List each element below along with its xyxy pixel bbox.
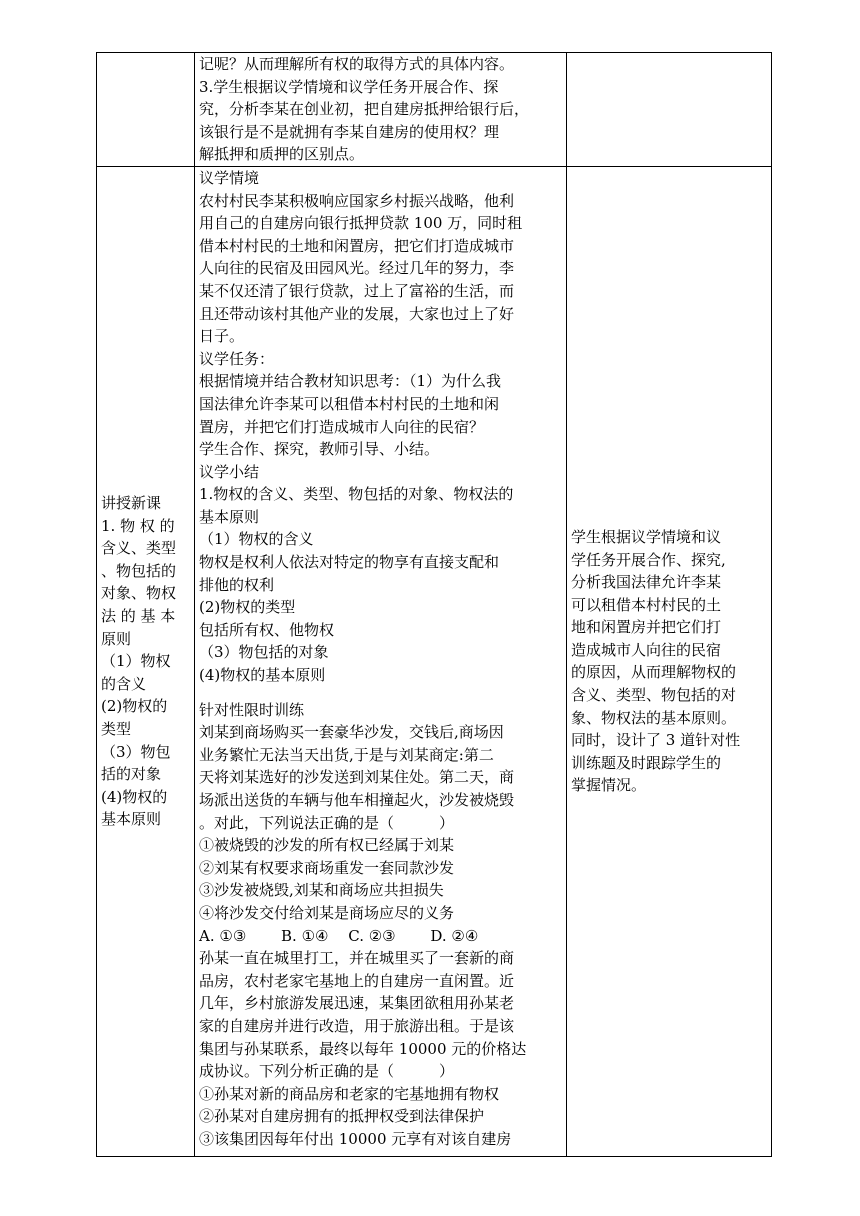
text-line: 家的自建房并进行改造，用于旅游出租。于是该 xyxy=(199,1016,515,1035)
text-line: 解抵押和质押的区别点。 xyxy=(199,145,365,164)
text-line: ③该集团因每年付出 10000 元享有对该自建房 xyxy=(199,1129,512,1148)
text-line: 基本原则 xyxy=(199,507,260,526)
text-line: 场派出送货的车辆与他车相撞起火，沙发被烧毁 xyxy=(199,791,515,809)
text-line: 孙某一直在城里打工，并在城里买了一套新的商 xyxy=(199,949,515,968)
paragraph-gap xyxy=(199,687,562,699)
text-line: 分析我国法律允许李某 xyxy=(571,573,722,592)
text-line: 1. 物 权 的 xyxy=(101,516,175,535)
text-line: （3）物包括的对象 xyxy=(199,643,329,662)
text-line: 集团与孙某联系，最终以每年 10000 元的价格达 xyxy=(199,1039,527,1058)
text-line: 议学情境 xyxy=(199,168,260,187)
text-line: 成协议。下列分析正确的是（ ） xyxy=(199,1062,455,1081)
text-line: 议学任务： xyxy=(199,349,275,368)
text-line: 训练题及时跟踪学生的 xyxy=(571,753,722,772)
text-line: 对象、物权 xyxy=(101,584,177,603)
text-line: (2)物权的 xyxy=(101,697,168,716)
text-line: ④将沙发交付给刘某是商场应尽的义务 xyxy=(199,903,455,922)
text-line: 议学小结 xyxy=(199,462,260,481)
text-line: 人向往的民宿及田园风光。经过几年的努力，李 xyxy=(199,259,515,278)
text-line: 可以租借本村村民的土 xyxy=(571,595,722,614)
text-line: 且还带动该村其他产业的发展，大家也过上了好 xyxy=(199,304,515,323)
text-line: 借本村村民的土地和闲置房，把它们打造成城市 xyxy=(199,236,515,255)
teaching-activity-cell xyxy=(195,166,567,1156)
text-line: 含义、类型 xyxy=(101,539,177,558)
text-line: A. ①③ B. ①④ C. ②③ D. ②④ xyxy=(199,926,479,945)
text-line: 、物包括的 xyxy=(101,561,177,580)
text-line: ②刘某有权要求商场重发一套同款沙发 xyxy=(199,858,455,877)
text-line: 日子。 xyxy=(199,327,245,346)
text-line: 国法律允许李某可以租借本村村民的土地和闲 xyxy=(199,394,500,413)
teaching-activity-cell xyxy=(195,53,567,167)
text-line: 某不仅还清了银行贷款，过上了富裕的生活，而 xyxy=(199,281,515,300)
text-line: （1）物权 xyxy=(101,652,171,671)
text-line: 类型 xyxy=(101,719,132,738)
lesson-plan-table xyxy=(96,52,772,1157)
text-line: 学生合作、探究，教师引导、小结。 xyxy=(199,440,440,459)
text-line: 造成城市人向往的民宿 xyxy=(571,640,722,659)
text-line: 讲授新课 xyxy=(101,494,162,513)
text-line: 刘某到商场购买一套豪华沙发，交钱后,商场因 xyxy=(199,723,504,742)
text-line: ③沙发被烧毁,刘某和商场应共担损失 xyxy=(199,881,444,900)
text-line: 包括所有权、他物权 xyxy=(199,620,335,639)
text-line: 农村村民李某积极响应国家乡村振兴战略，他利 xyxy=(199,191,515,210)
text-line: 象、物权法的基本原则。 xyxy=(571,708,737,727)
table-cell-empty xyxy=(97,53,195,167)
table-cell-empty xyxy=(567,53,772,167)
text-line: 原则 xyxy=(101,629,132,648)
text-line: 品房，农村老家宅基地上的自建房一直闲置。近 xyxy=(199,971,515,990)
text-line: ②孙某对自建房拥有的抵押权受到法律保护 xyxy=(199,1107,485,1126)
text-line: （3）物包 xyxy=(101,742,171,761)
text-line: 同时，设计了 3 道针对性 xyxy=(571,731,741,750)
design-intent-cell xyxy=(567,166,772,1156)
text-line: (4)物权的基本原则 xyxy=(199,666,326,685)
table-row xyxy=(97,53,772,167)
text-line: 天将刘某选好的沙发送到刘某住处。第二天，商 xyxy=(199,768,515,787)
text-line: 该银行是不是就拥有李某自建房的使用权？理 xyxy=(199,122,500,141)
text-line: 1.物权的含义、类型、物包括的对象、物权法的 xyxy=(199,485,514,504)
table-row xyxy=(97,166,772,1156)
text-line: 。对此，下列说法正确的是（ ） xyxy=(199,813,455,832)
text-line: 的含义 xyxy=(101,674,147,693)
text-line: 排他的权利 xyxy=(199,575,275,594)
text-line: 掌握情况。 xyxy=(571,776,647,795)
text-line: (4)物权的 xyxy=(101,787,168,806)
text-line: 括的对象 xyxy=(101,765,162,784)
text-line: ①孙某对新的商品房和老家的宅基地拥有物权 xyxy=(199,1084,500,1103)
section-heading-cell xyxy=(97,166,195,1156)
text-line: 含义、类型、物包括的对 xyxy=(571,686,737,705)
text-line: 的原因，从而理解物权的 xyxy=(571,663,737,682)
text-line: 究，分析李某在创业初，把自建房抵押给银行后， xyxy=(199,100,530,119)
text-line: 物权是权利人依法对特定的物享有直接支配和 xyxy=(199,553,500,572)
text-line: 地和闲置房并把它们打 xyxy=(571,618,722,637)
text-line: 记呢？从而理解所有权的取得方式的具体内容。 xyxy=(199,55,515,73)
text-line: 学任务开展合作、探究, xyxy=(571,550,726,569)
text-line: 用自己的自建房向银行抵押贷款 100 万，同时租 xyxy=(199,214,523,233)
text-line: 根据情境并结合教材知识思考：（1）为什么我 xyxy=(199,372,502,391)
text-line: (2)物权的类型 xyxy=(199,598,296,617)
text-line: 3.学生根据议学情境和议学任务开展合作、探 xyxy=(199,77,499,96)
text-line: 基本原则 xyxy=(101,810,162,829)
text-line: 学生根据议学情境和议 xyxy=(571,527,722,546)
text-line: 业务繁忙无法当天出货,于是与刘某商定:第二 xyxy=(199,745,494,764)
text-line: 置房，并把它们打造成城市人向往的民宿？ xyxy=(199,417,485,436)
text-line: 几年，乡村旅游发展迅速，某集团欲租用孙某老 xyxy=(199,994,515,1013)
text-line: 法 的 基 本 xyxy=(101,606,176,625)
text-line: （1）物权的含义 xyxy=(199,530,314,549)
text-line: ①被烧毁的沙发的所有权已经属于刘某 xyxy=(199,836,455,855)
text-line: 针对性限时训练 xyxy=(199,700,305,719)
